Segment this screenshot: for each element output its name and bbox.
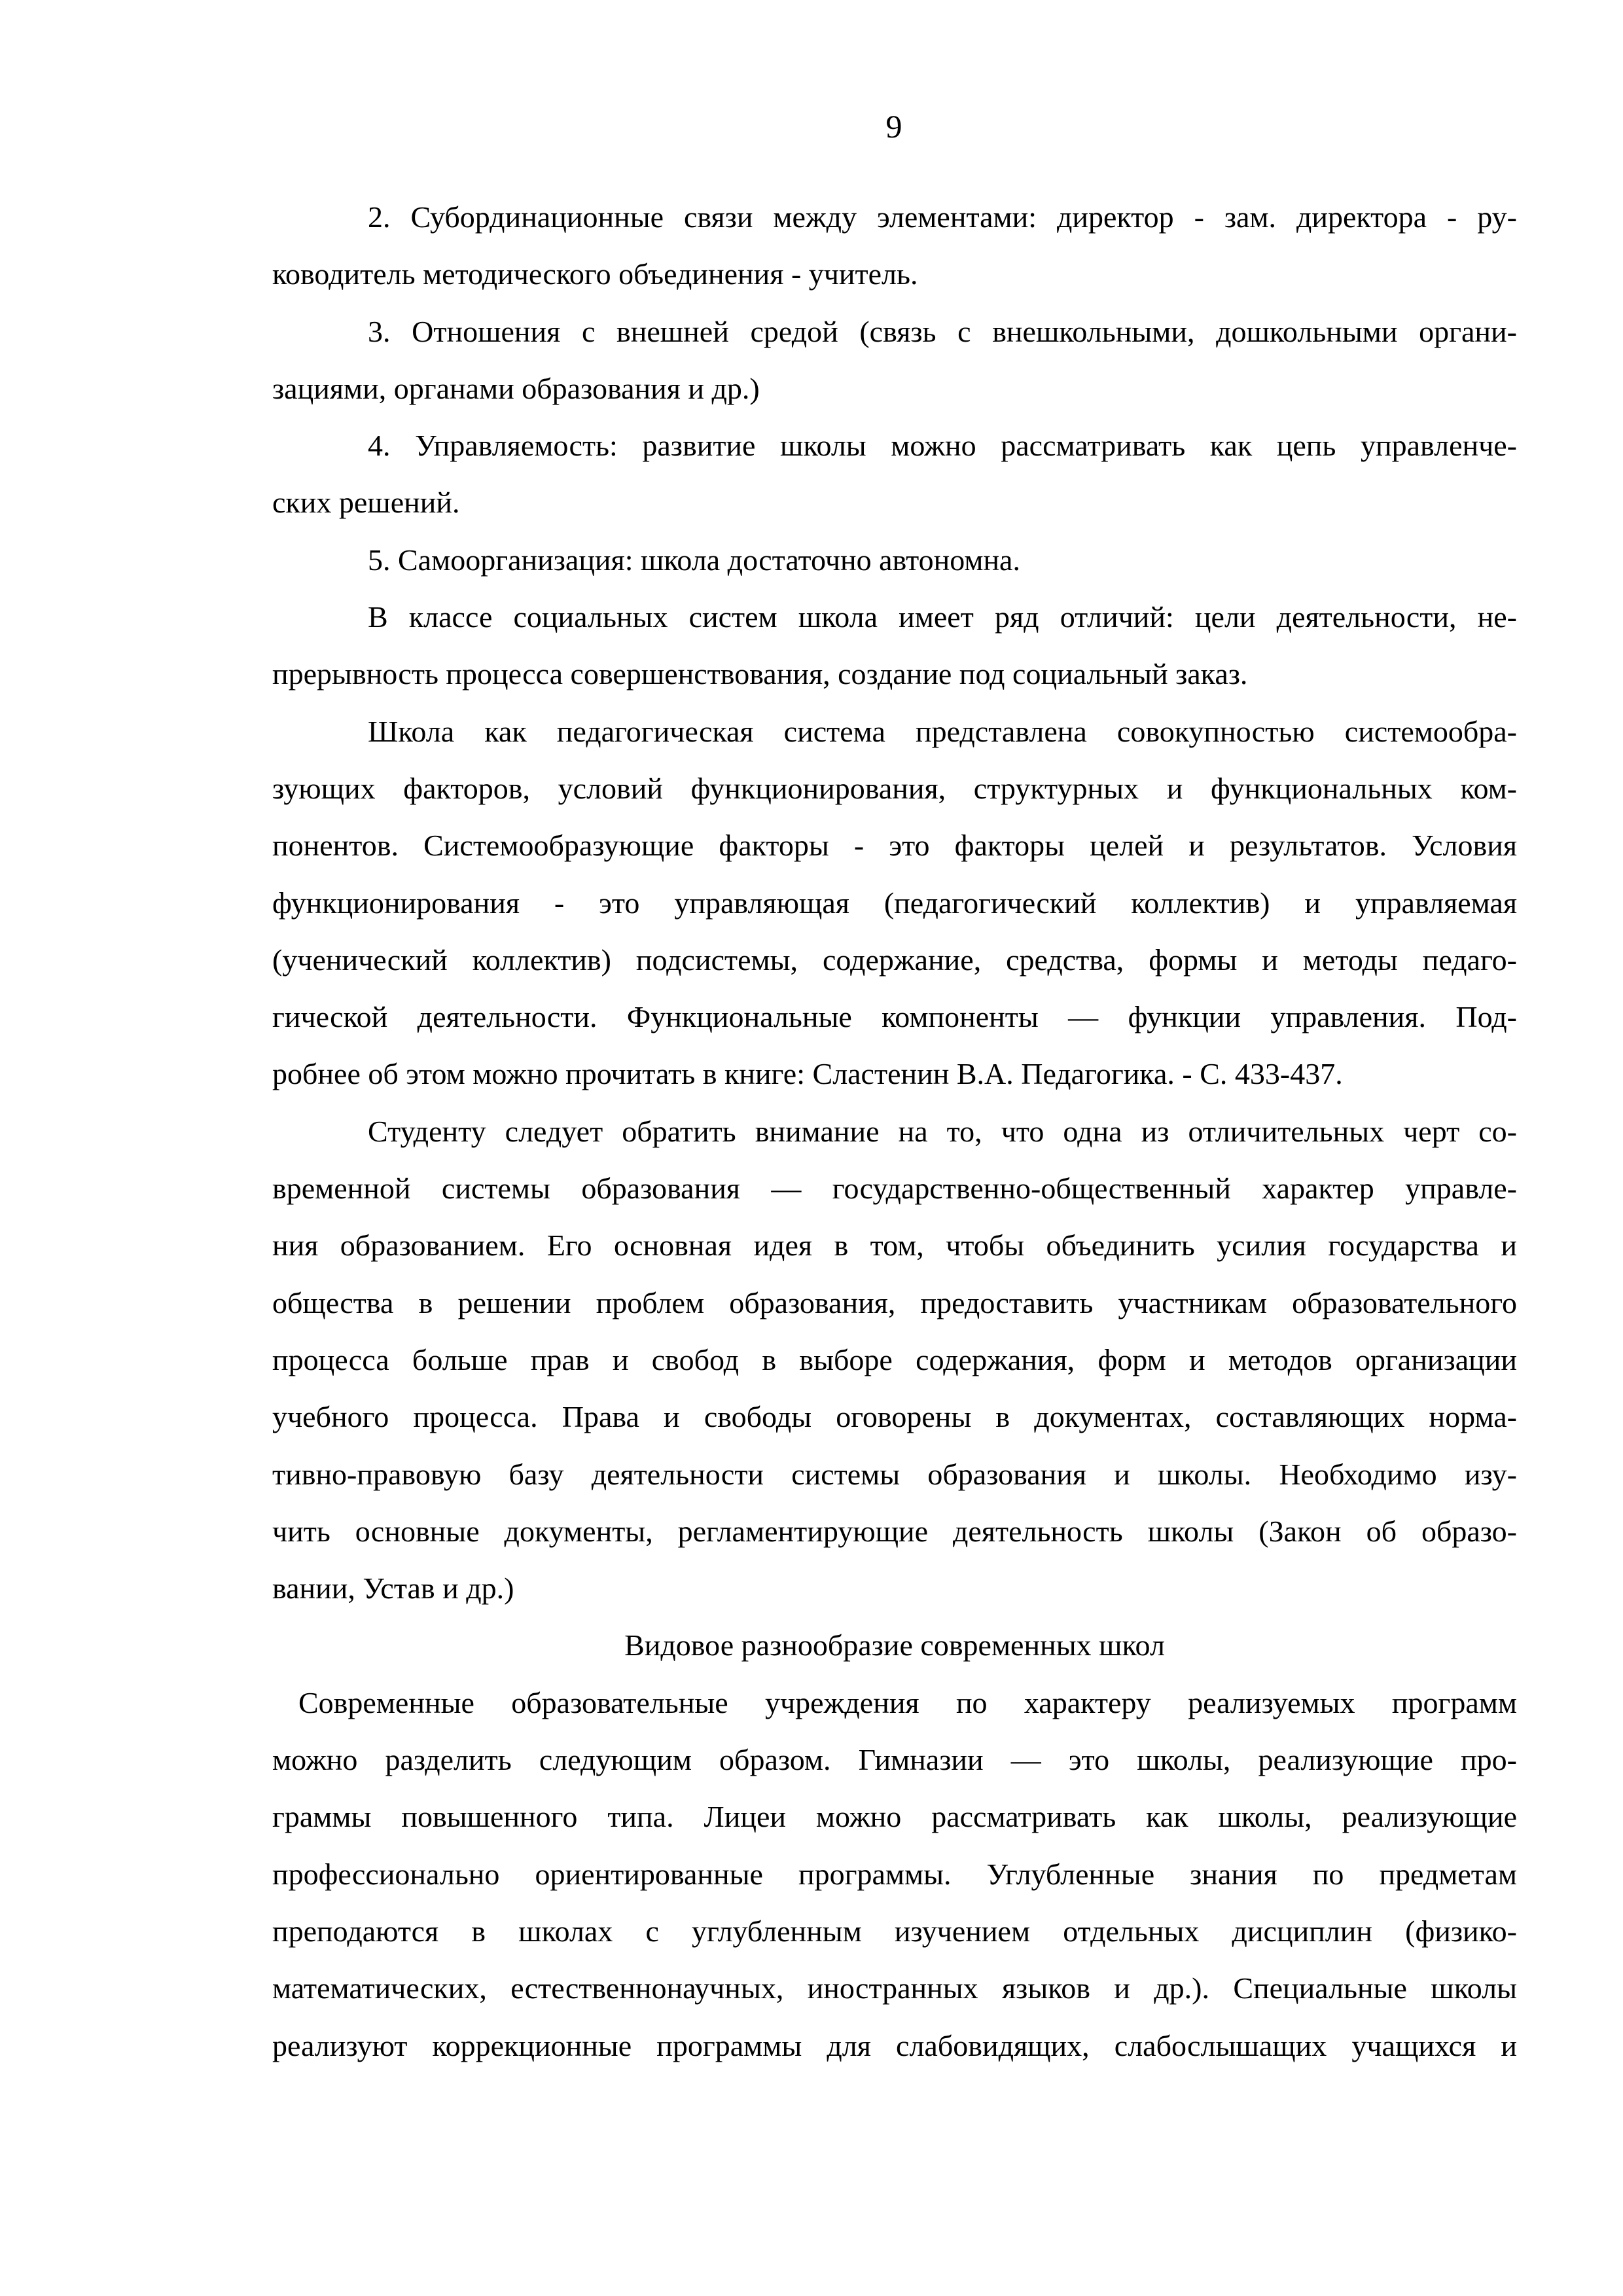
text-line: можно разделить следующим образом. Гимназии — это школы, реализующие про-	[272, 1743, 1517, 1777]
page-number: 9	[885, 108, 902, 145]
text-line: ния образованием. Его основная идея в том, чтобы объединить усилия государства и	[272, 1229, 1517, 1263]
paragraph	[272, 1674, 1517, 2074]
text-line: Студенту следует обратить внимание на то, что одна из отличительных черт со-	[368, 1114, 1517, 1148]
text-line: функционирования - это управляющая (педагогический коллектив) и управляемая	[272, 886, 1517, 920]
text-line: граммы повышенного типа. Лицеи можно рассматривать как школы, реализующие	[272, 1800, 1517, 1834]
text-line: тивно-правовую базу деятельности системы образования и школы. Необходимо изу-	[272, 1457, 1517, 1491]
paragraph	[272, 417, 1517, 531]
paragraph	[272, 703, 1517, 1103]
text-line: робнее об этом можно прочитать в книге: Сластенин В.А. Педагогика. - С. 433-437.	[272, 1057, 1343, 1091]
text-line: В классе социальных систем школа имеет ряд отличий: цели деятельности, не-	[368, 600, 1517, 634]
section-heading	[272, 1617, 1517, 1674]
text-line: учебного процесса. Права и свободы оговорены в документах, составляющих норма-	[272, 1400, 1517, 1434]
text-line: ских решений.	[272, 486, 460, 520]
text-line: понентов. Системообразующие факторы - это факторы целей и результатов. Условия	[272, 829, 1517, 863]
text-line: временной системы образования — государственно-общественный характер управле-	[272, 1172, 1517, 1206]
text-line: ководитель методического объединения - учитель.	[272, 257, 918, 291]
text-line: 4. Управляемость: развитие школы можно рассматривать как цепь управленче-	[368, 429, 1517, 463]
text-line: общества в решении проблем образования, предоставить участникам образовательного	[272, 1285, 1517, 1319]
paragraph	[272, 588, 1517, 703]
text-line: прерывность процесса совершенствования, создание под социальный заказ.	[272, 657, 1248, 691]
document-body	[272, 188, 1517, 2074]
text-line: преподаются в школах с углубленным изучением отдельных дисциплин (физико-	[272, 1914, 1517, 1948]
text-line: зациями, органами образования и др.)	[272, 371, 760, 405]
text-line: Современные образовательные учреждения по характеру реализуемых программ	[298, 1685, 1517, 1719]
text-line: гической деятельности. Функциональные компоненты — функции управления. Под-	[272, 1000, 1517, 1034]
paragraph	[272, 188, 1517, 303]
text-line: 2. Субординационные связи между элементами: директор - зам. директора - ру-	[368, 200, 1517, 234]
text-line: Школа как педагогическая система представлена совокупностью системообра-	[368, 714, 1517, 748]
text-line: 3. Отношения с внешней средой (связь с внешкольными, дошкольными органи-	[368, 314, 1517, 348]
text-line: (ученический коллектив) подсистемы, содержание, средства, формы и методы педаго-	[272, 942, 1517, 977]
text-line: чить основные документы, регламентирующие деятельность школы (Закон об образо-	[272, 1514, 1517, 1548]
text-line: Видовое разнообразие современных школ	[624, 1628, 1165, 1662]
text-line: процесса больше прав и свобод в выборе содержания, форм и методов организации	[272, 1342, 1517, 1376]
paragraph	[272, 531, 1517, 588]
text-line: зующих факторов, условий функционирования, структурных и функциональных ком-	[272, 771, 1517, 805]
text-line: профессионально ориентированные программы. Углубленные знания по предметам	[272, 1857, 1517, 1891]
text-line: 5. Самоорганизация: школа достаточно автономна.	[368, 543, 1020, 577]
text-line: реализуют коррекционные программы для слабовидящих, слабослышащих учащихся и	[272, 2028, 1517, 2062]
text-line: вании, Устав и др.)	[272, 1571, 514, 1605]
text-line: математических, естественнонаучных, иностранных языков и др.). Специальные школы	[272, 1971, 1517, 2005]
paragraph	[272, 1103, 1517, 1617]
paragraph	[272, 303, 1517, 418]
